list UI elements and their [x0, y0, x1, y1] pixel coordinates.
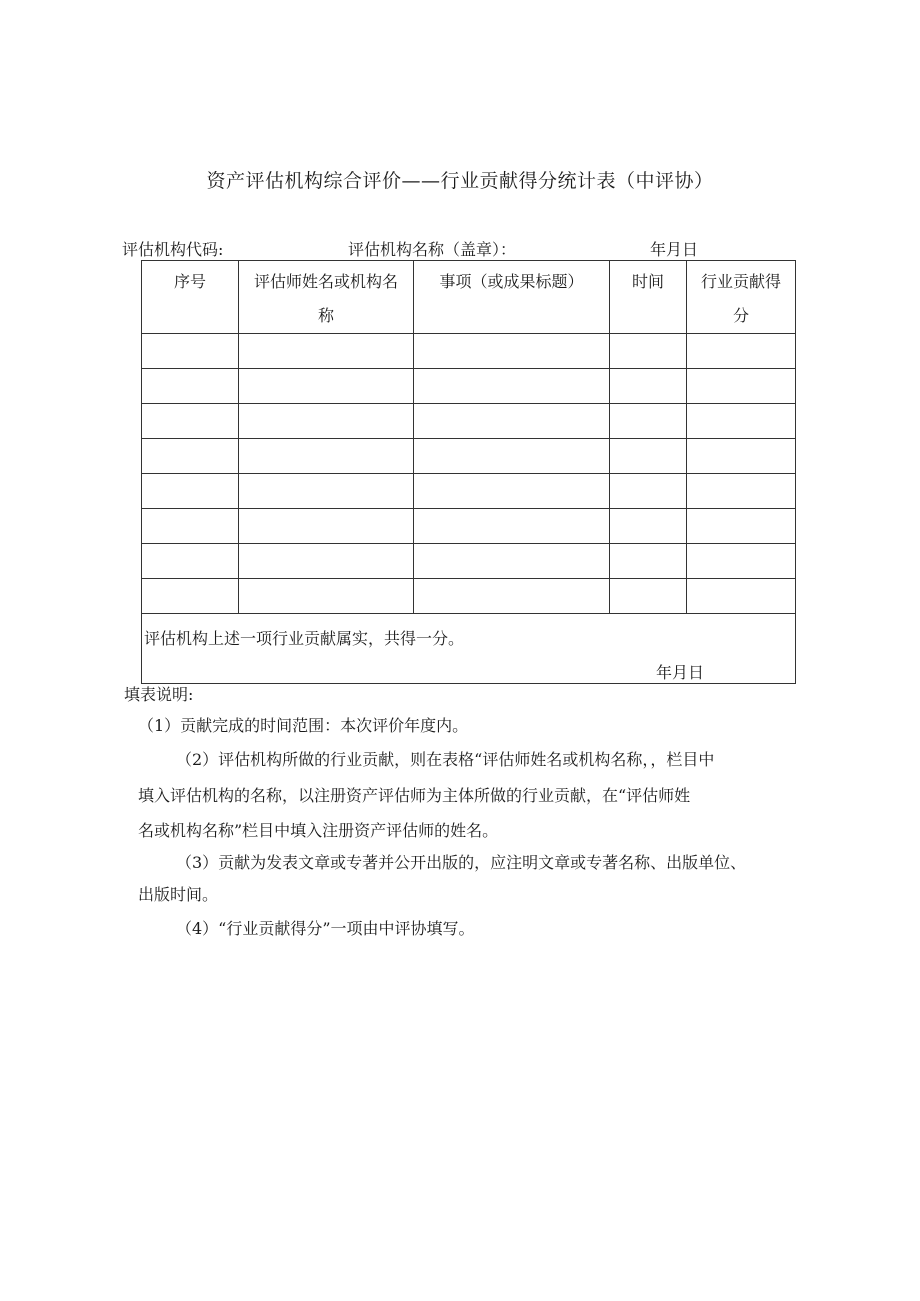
table-cell[interactable] [687, 579, 796, 614]
table-cell[interactable] [142, 369, 239, 404]
table-cell[interactable] [414, 544, 610, 579]
org-code-label: 评估机构代码: [122, 240, 224, 259]
table-cell[interactable] [610, 369, 687, 404]
header-item: 事项（或成果标题） [414, 261, 610, 334]
table-cell[interactable] [687, 334, 796, 369]
note-3-line-1: （3）贡献为发表文章或专著并公开出版的，应注明文章或专著名称、出版单位、 [176, 853, 747, 872]
table-row [142, 439, 796, 474]
table-row [142, 369, 796, 404]
table-cell[interactable] [610, 509, 687, 544]
table-cell[interactable] [142, 439, 239, 474]
table-row [142, 509, 796, 544]
table-cell[interactable] [239, 579, 414, 614]
table-cell[interactable] [687, 474, 796, 509]
note-2-line-2: 填入评估机构的名称，以注册资产评估师为主体所做的行业贡献，在“评估师姓 [138, 786, 691, 805]
table-row [142, 579, 796, 614]
table-cell[interactable] [142, 509, 239, 544]
note-2-line-3: 名或机构名称”栏目中填入注册资产评估师的姓名。 [138, 821, 499, 840]
table-row [142, 334, 796, 369]
table-cell[interactable] [610, 579, 687, 614]
table-cell[interactable] [142, 334, 239, 369]
note-3-line-2: 出版时间。 [138, 885, 219, 904]
contribution-table [141, 260, 796, 684]
instructions-heading: 填表说明: [124, 685, 194, 704]
table-row [142, 474, 796, 509]
table-cell[interactable] [239, 369, 414, 404]
org-name-label: 评估机构名称（盖章）： [348, 240, 517, 259]
table-cell[interactable] [610, 474, 687, 509]
table-cell[interactable] [414, 404, 610, 439]
table-cell[interactable] [610, 334, 687, 369]
table-cell[interactable] [142, 474, 239, 509]
footer-date: 年月日 [656, 663, 705, 682]
note-4: （4）“行业贡献得分”一项由中评协填写。 [176, 919, 475, 938]
table-cell[interactable] [414, 474, 610, 509]
table-cell[interactable] [239, 544, 414, 579]
table-cell[interactable] [610, 439, 687, 474]
table-cell[interactable] [239, 334, 414, 369]
header-name: 评估师姓名或机构名 称 [239, 261, 414, 334]
footer-row [142, 614, 796, 684]
table-cell[interactable] [239, 474, 414, 509]
table-cell[interactable] [687, 544, 796, 579]
header-time: 时间 [610, 261, 687, 334]
table-cell[interactable] [239, 509, 414, 544]
table-cell[interactable] [239, 404, 414, 439]
table-cell[interactable] [142, 404, 239, 439]
header-seq: 序号 [142, 261, 239, 334]
table-cell[interactable] [414, 334, 610, 369]
table-cell[interactable] [142, 544, 239, 579]
table-cell[interactable] [687, 509, 796, 544]
table-cell[interactable] [414, 579, 610, 614]
table-header-row [142, 261, 796, 334]
table-row [142, 544, 796, 579]
table-cell[interactable] [687, 439, 796, 474]
table-cell[interactable] [610, 404, 687, 439]
table-cell[interactable] [687, 369, 796, 404]
table-cell[interactable] [610, 544, 687, 579]
table-cell[interactable] [414, 439, 610, 474]
footer-cell [142, 614, 796, 684]
table-cell[interactable] [414, 369, 610, 404]
note-2-line-1: （2）评估机构所做的行业贡献，则在表格“评估师姓名或机构名称，，栏目中 [176, 750, 715, 769]
table-cell[interactable] [687, 404, 796, 439]
table-cell[interactable] [239, 439, 414, 474]
form-title: 资产评估机构综合评价——行业贡献得分统计表（中评协） [206, 170, 714, 192]
table-cell[interactable] [142, 579, 239, 614]
footer-statement: 评估机构上述一项行业贡献属实，共得一分。 [144, 629, 465, 648]
header-date-label: 年月日 [650, 240, 699, 259]
table-cell[interactable] [414, 509, 610, 544]
table-row [142, 404, 796, 439]
note-1: （1）贡献完成的时间范围：本次评价年度内。 [138, 716, 469, 735]
header-score: 行业贡献得 分 [687, 261, 796, 334]
